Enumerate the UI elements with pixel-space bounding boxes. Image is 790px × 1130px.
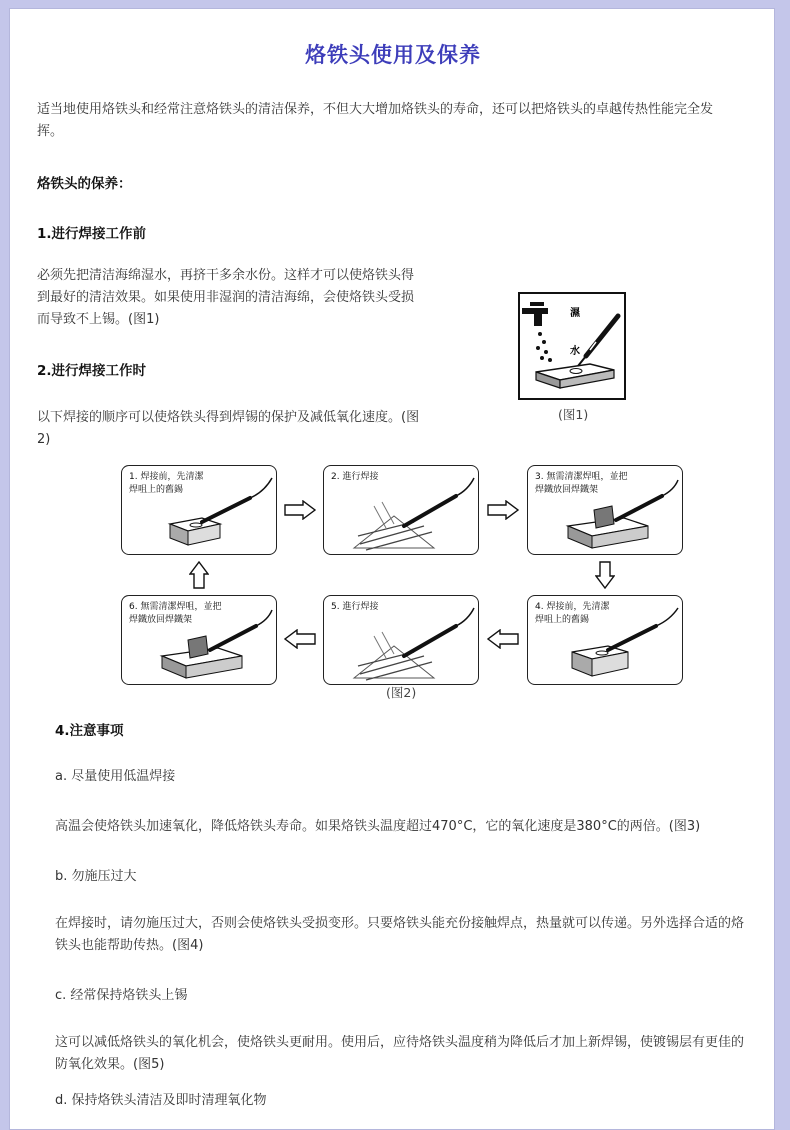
iron-stand-icon bbox=[122, 596, 277, 685]
figure2-caption: (图2) bbox=[386, 685, 417, 700]
intro-paragraph: 适当地使用烙铁头和经常注意烙铁头的清洁保养，不但大大增加烙铁头的寿命，还可以把烙铁头的卓越传热性能完全发挥。 bbox=[37, 102, 714, 139]
step-panel-1-text: 1. 焊接前，先清潔 焊咀上的舊錫 bbox=[129, 472, 204, 495]
step-panel-6-text: 6. 無需清潔焊咀，並把 焊鐵放回焊鐵架 bbox=[129, 602, 222, 625]
iron-cleaning-icon bbox=[528, 596, 683, 685]
step-panel-3 bbox=[527, 465, 683, 555]
iron-stand-icon bbox=[528, 466, 683, 555]
page-title: 烙铁头使用及保养 bbox=[305, 43, 481, 67]
iron-cleaning-icon bbox=[122, 466, 277, 555]
note-c-text: 这可以减低烙铁头的氧化机会，使烙铁头更耐用。使用后，应待烙铁头温度稍为降低后才加上新焊锡，使镀锡层有更佳的防氧化效果。(图5) bbox=[55, 1035, 745, 1072]
figure1-label-water: 水 bbox=[570, 346, 580, 357]
section2-text: 以下焊接的顺序可以使烙铁头得到焊锡的保护及减低氧化速度。(图2) bbox=[37, 410, 420, 447]
figure1-caption: (图1) bbox=[558, 407, 589, 422]
section4-heading: 4.注意事项 bbox=[55, 723, 124, 739]
step-panel-1 bbox=[121, 465, 277, 555]
arrow-left-icon bbox=[487, 629, 519, 649]
section2-heading: 2.进行焊接工作时 bbox=[37, 363, 147, 379]
step-panel-4-text: 4. 焊接前，先清潔 焊咀上的舊錫 bbox=[535, 602, 610, 625]
note-d-label: d. 保持烙铁头清洁及即时清理氧化物 bbox=[55, 1093, 267, 1108]
figure1-label-wet: 濕 bbox=[570, 308, 580, 319]
soldering-board-icon bbox=[324, 466, 479, 555]
note-b-label: b. 勿施压过大 bbox=[55, 869, 137, 884]
arrow-right-icon bbox=[284, 500, 316, 520]
note-c-label: c. 经常保持烙铁头上锡 bbox=[55, 988, 188, 1003]
figure1-faucet-illustration bbox=[518, 292, 626, 400]
note-a-text: 高温会使烙铁头加速氧化，降低烙铁头寿命。如果烙铁头温度超过470°C，它的氧化速度是380°C的两倍。(图3) bbox=[55, 819, 701, 834]
document-page bbox=[9, 8, 775, 1130]
note-a-label: a. 尽量使用低温焊接 bbox=[55, 769, 176, 784]
step-panel-5-text: 5. 進行焊接 bbox=[331, 602, 379, 612]
step-panel-2 bbox=[323, 465, 479, 555]
section1-text: 必须先把清洁海绵湿水，再挤干多余水份。这样才可以使烙铁头得到最好的清洁效果。如果使用非湿润的清洁海绵，会使烙铁头受损而导致不上锡。(图1) bbox=[37, 268, 415, 327]
step-panel-6 bbox=[121, 595, 277, 685]
soldering-board-icon bbox=[324, 596, 479, 685]
note-b-text: 在焊接时，请勿施压过大，否则会使烙铁头受损变形。只要烙铁头能充份接触焊点，热量就可以传递。另外选择合适的烙铁头也能帮助传热。(图4) bbox=[55, 916, 745, 953]
maintenance-heading: 烙铁头的保养： bbox=[37, 176, 132, 192]
arrow-left-icon bbox=[284, 629, 316, 649]
step-panel-4 bbox=[527, 595, 683, 685]
arrow-right-icon bbox=[487, 500, 519, 520]
arrow-down-icon bbox=[595, 561, 615, 589]
arrow-up-icon bbox=[189, 561, 209, 589]
section1-heading: 1.进行焊接工作前 bbox=[37, 226, 147, 242]
step-panel-5 bbox=[323, 595, 479, 685]
step-panel-3-text: 3. 無需清潔焊咀，並把 焊鐵放回焊鐵架 bbox=[535, 472, 628, 495]
step-panel-2-text: 2. 進行焊接 bbox=[331, 472, 379, 482]
